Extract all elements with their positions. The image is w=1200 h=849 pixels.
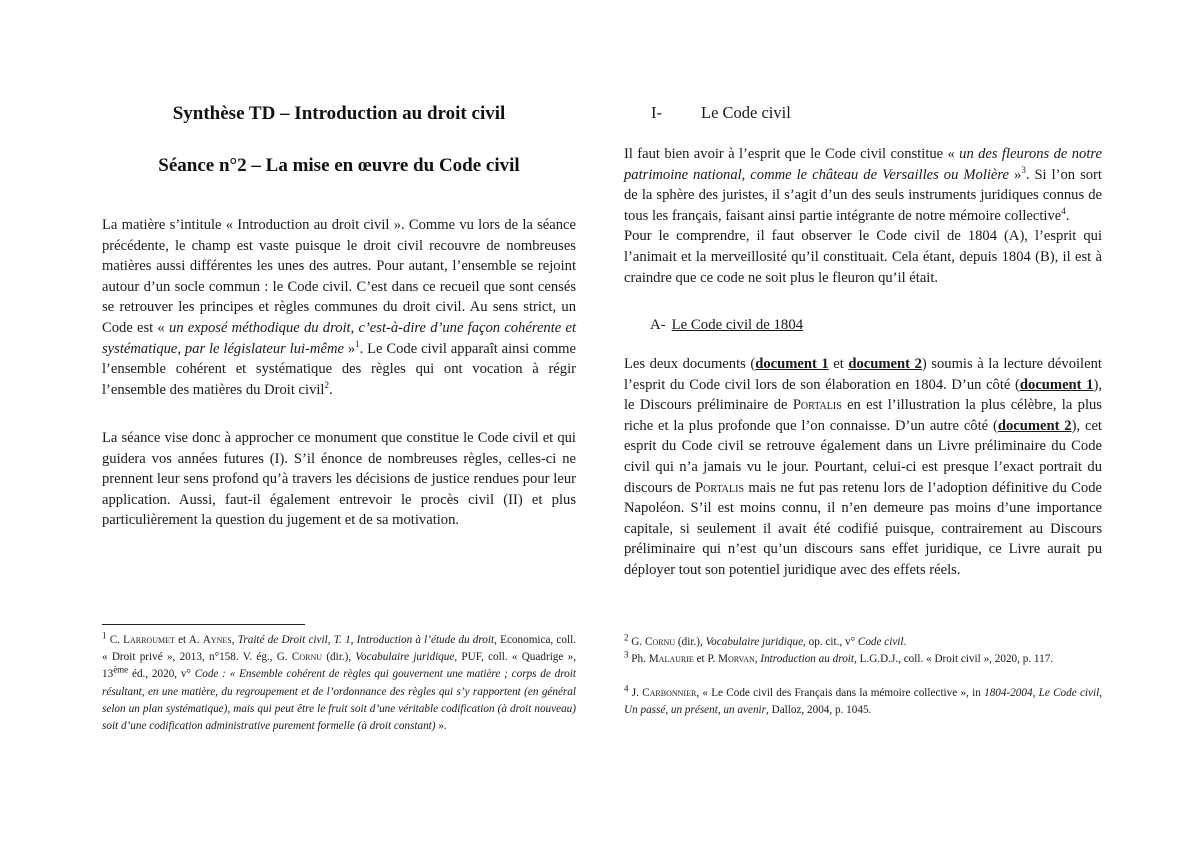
plan-paragraph: La séance vise donc à approcher ce monument que constitue le Code civil et qui guidera vos années futures (I). S’il énonce de nombreuses règles, celles-ci ne prennent leur sens profond qu’à travers les décisions de justice rendues pour leur application. Aussi, faut-il également entrevoir le procès civil (II) et plus particulièrement la question du jugement et de sa motivation.	[102, 430, 576, 529]
code-civil-paragraph: Il faut bien avoir à l’esprit que le Code civil constitue « un des fleurons de notre patrimoine national, comme le château de Versailles ou Molière »$^3$. Si l’on sort de la sphère des juristes, il s’agit d’un des seuls instruments juridiques connus de tous les français, faisant ainsi partie intégrante de notre mémoire collective$^4$. Pour le comprendre, il faut observer le Code civil de 1804 (A), l’esprit qui l’animait et la merveillosité qu’il constituait. Cela étant, depuis 1804 (B), il est à craindre que ce code ne soit plus le fleuron qu’il était.	[624, 146, 1102, 286]
footnote-1: $^1$ C. Larroumet et A. Aynes, Traité de Droit civil, T. 1, Introduction à l’étude du droit, Economica, coll. « Droit privé », 2013, n°158. V. ég., G. Cornu (dir.), Vocabulaire juridique, PUF, coll. « Quadrige », 13ème éd., 2020, v° Code : « Ensemble cohérent de règles qui gouvernent une matière ; corps de droit résultant, en une matière, du regroupement et de l’ordonnance des règles qui s’y rapportent (en général selon un plan systématique), mais qui peut être le fruit soit d’une véritable codification (à droit nouveau) soit d’une codification administrative purement formelle (à droit constant) ».	[102, 630, 576, 733]
footnote-2: $^2$ G. Cornu (dir.), Vocabulaire juridique, op. cit., v° Code civil.	[624, 632, 907, 648]
intro-paragraph: La matière s’intitule « Introduction au droit civil ». Comme vu lors de la séance précédente, le champ est vaste puisque le droit civil recouvre de nombreuses matières aussi différentes les unes des autres. Pour autant, l’ensemble se rejoint autour d’un socle commun : le Code civil. C’est dans ce recueil que sont censés se retrouver les principes et règles communes du droit civil. Au sens strict, un Code est « un exposé méthodique du droit, c’est-à-dire d’une façon cohérente et systématique, par le législateur lui-même »$^1$. Le Code civil apparaît ainsi comme l’ensemble cohérent et systématique des règles qui ont vocation à régir l’ensemble des matières du Droit civil$^2$.	[102, 217, 577, 398]
footnote-ref-1[interactable]: 1	[355, 338, 360, 349]
footnote-separator	[102, 624, 305, 625]
document-link[interactable]: document 2	[848, 356, 922, 372]
footnote-ref-4[interactable]: 4	[1061, 205, 1066, 216]
section-heading-1: I- Le Code civil	[651, 103, 791, 122]
document-title: Synthèse TD – Introduction au droit civil	[172, 103, 506, 124]
footnote-ref-3[interactable]: 3	[1021, 164, 1026, 175]
document-link[interactable]: document 1	[755, 356, 829, 372]
documents-paragraph: Les deux documents (document 1 et document 2) soumis à la lecture dévoilent l’esprit du Code civil lors de son élaboration en 1804. D’un côté (document 1), le Discours préliminaire de Portalis en est l’illustration la plus célèbre, la plus riche et la plus profonde que l’on connaisse. D’un autre côté (document 2), cet esprit du Code civil se retrouve également dans un Livre préliminaire du Code civil qui n’a jamais vu le jour. Pourtant, celui-ci est presque l’exact portrait du discours de Portalis mais ne fut pas retenu lors de l’adoption définitive du Code Napoléon. S’il est moins connu, il n’en demeure pas moins d’une importance capitale, si seulement il avait été codifié puisque, contrairement au Discours préliminaire qui n’est qu’un discours sans effet juridique, ce Livre aurait pu déployer tout son potentiel juridique avec des effets réels.	[624, 356, 1102, 578]
footnote-ref-2[interactable]: 2	[324, 379, 329, 390]
subsection-heading-a: A- Le Code civil de 1804	[650, 317, 804, 333]
footnote-4: $^4$ J. Carbonnier, « Le Code civil des Français dans la mémoire collective », in 1804-2004, Le Code civil, Un passé, un présent, un avenir, Dalloz, 2004, p. 1045.	[624, 683, 1102, 717]
document-link[interactable]: document 1	[1019, 376, 1094, 393]
footnote-3: $^3$ Ph. Malaurie et P. Morvan, Introduction au droit, L.G.D.J., coll. « Droit civil », 2020, p. 117.	[624, 649, 1054, 665]
session-title: Séance n°2 – La mise en œuvre du Code civil	[158, 155, 520, 176]
document-link[interactable]: document 2	[997, 417, 1072, 434]
